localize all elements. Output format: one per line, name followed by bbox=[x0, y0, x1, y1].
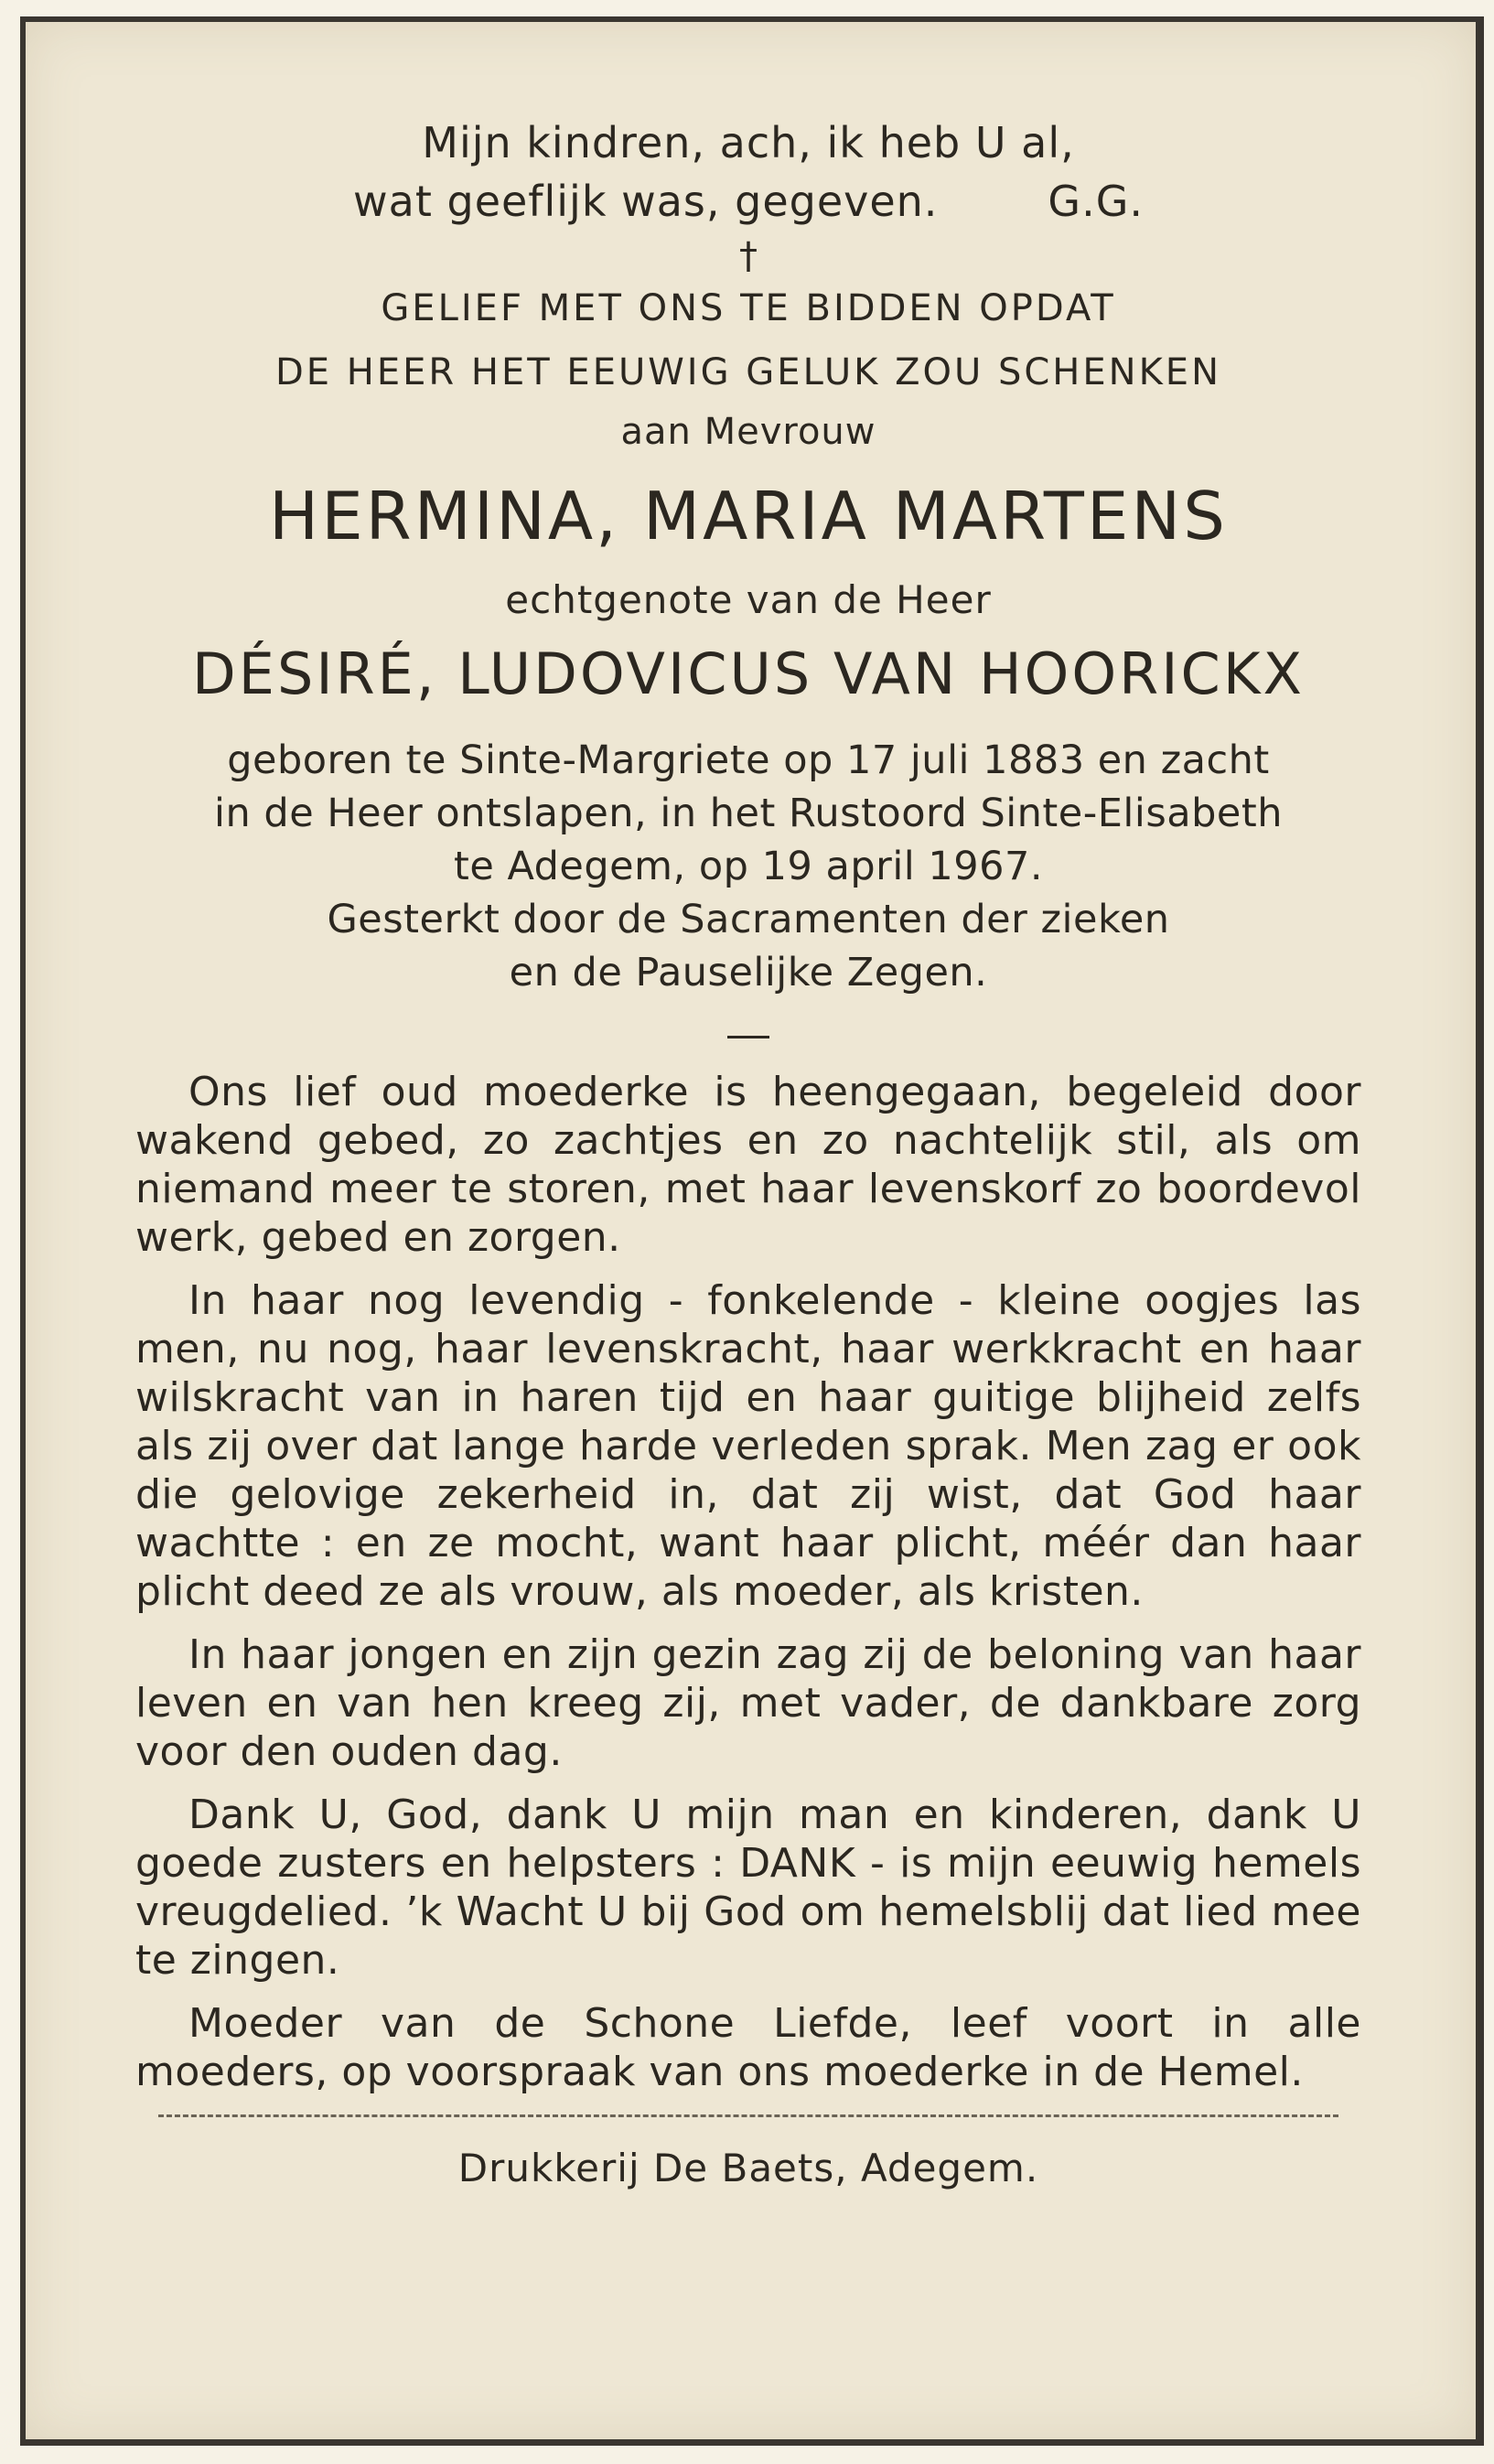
motto-signature: G.G. bbox=[1048, 177, 1144, 226]
prayer-line-2: DE HEER HET EEUWIG GELUK ZOU SCHENKEN bbox=[275, 351, 1221, 393]
prayer-line-1: GELIEF MET ONS TE BIDDEN OPDAT bbox=[381, 287, 1116, 329]
footer-divider bbox=[158, 2114, 1338, 2117]
spouse-name: DÉSIRÉ, LUDOVICUS VAN HOORICKX bbox=[192, 640, 1305, 707]
card-content bbox=[135, 113, 1361, 2196]
birth-line-4: Gesterkt door de Sacramenten der zieken bbox=[327, 897, 1170, 942]
birth-death-details bbox=[135, 734, 1361, 999]
motto-line-2 bbox=[135, 172, 1361, 231]
paragraph-5: Moeder van de Schone Liefde, leef voort in alle moeders, op voorspraak van ons moederke in de Hemel. bbox=[135, 2000, 1361, 2095]
prayer-line-3: aan Mevrouw bbox=[620, 411, 876, 453]
paragraph-4: Dank U, God, dank U mijn man en kinderen, dank U goede zusters en helpsters : DANK - is mijn eeuwig hemels vreugdelied. ’k Wacht U bij God om hemelsblij dat lied mee te zingen. bbox=[135, 1792, 1361, 1984]
memorial-card bbox=[20, 16, 1484, 2446]
paragraph-1: Ons lief oud moederke is heengegaan, begeleid door wakend gebed, zo zachtjes en zo nachtelijk stil, als om niemand meer te storen, met haar levenskorf zo boordevol werk, gebed en zorgen. bbox=[135, 1069, 1361, 1261]
motto-line-2-text: wat geeflijk was, gegeven. bbox=[353, 177, 939, 226]
printer-credit: Drukkerij De Baets, Adegem. bbox=[457, 2146, 1039, 2190]
motto-line-1: Mijn kindren, ach, ik heb U al, bbox=[422, 118, 1075, 167]
spouse-intro: echtgenote van de Heer bbox=[505, 577, 992, 622]
deceased-name: HERMINA, MARIA MARTENS bbox=[269, 478, 1228, 554]
paragraph-2: In haar nog levendig - fonkelende - kleine oogjes las men, nu nog, haar levenskracht, haar werkkracht en haar wilskracht van in haren tijd en haar guitige blijheid zelfs als zij over dat lange harde verleden sprak. Men zag er ook die gelovige zekerheid in, dat zij wist, dat God haar wachtte : en ze mocht, want haar plicht, méér dan haar plicht deed ze als vrouw, als moeder, als kristen. bbox=[135, 1277, 1361, 1615]
motto bbox=[135, 113, 1361, 231]
cross-icon: † bbox=[739, 235, 758, 277]
birth-line-1: geboren te Sinte-Margriete op 17 juli 1883 en zacht bbox=[227, 737, 1270, 783]
paragraph-3: In haar jongen en zijn gezin zag zij de beloning van haar leven en van hen kreeg zij, met vader, de dankbare zorg voor den ouden dag. bbox=[135, 1631, 1361, 1775]
section-divider bbox=[727, 1036, 769, 1038]
birth-line-5: en de Pauselijke Zegen. bbox=[509, 950, 988, 995]
birth-line-2: in de Heer ontslapen, in het Rustoord Sinte-Elisabeth bbox=[214, 791, 1283, 836]
birth-line-3: te Adegem, op 19 april 1967. bbox=[453, 844, 1043, 889]
